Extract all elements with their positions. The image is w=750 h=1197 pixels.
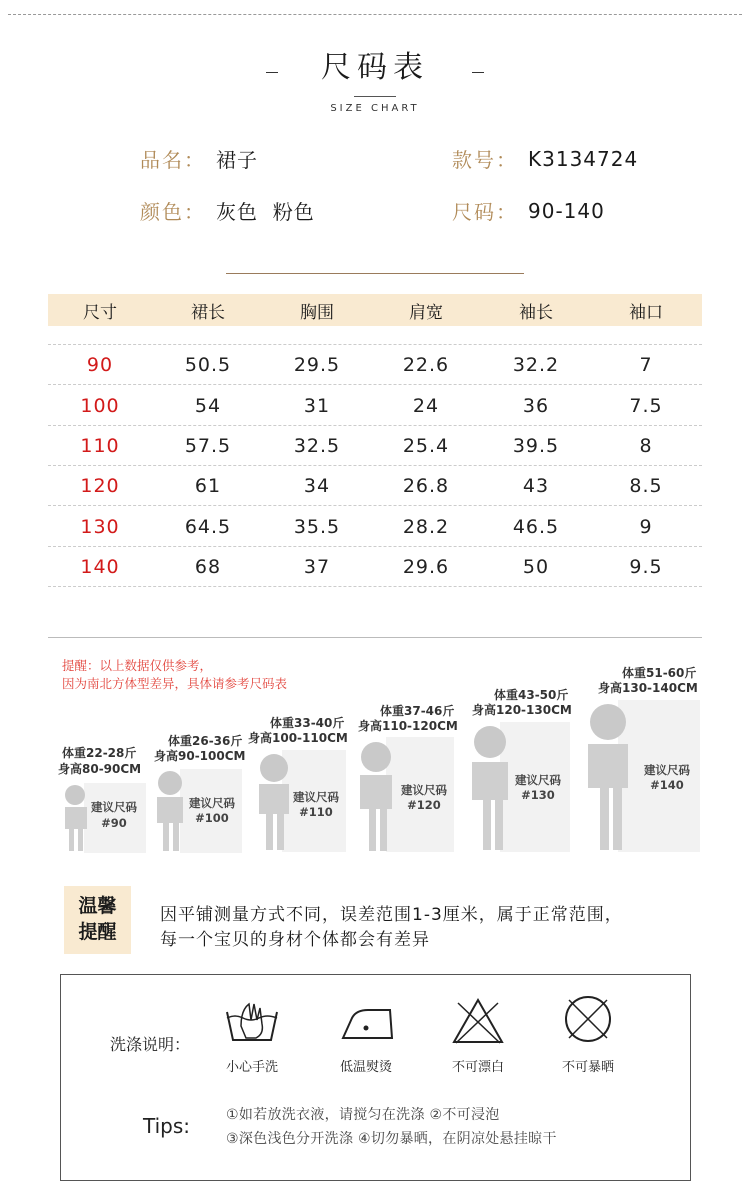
notice-line-1: 提醒：以上数据仅供参考， xyxy=(62,658,213,673)
cell-length: 68 xyxy=(194,555,222,578)
cell-size: 140 xyxy=(80,555,120,578)
cell-length: 54 xyxy=(194,394,222,417)
cell-length: 50.5 xyxy=(184,353,232,376)
table-row xyxy=(48,426,702,466)
kid-height: 身高120-130CM xyxy=(472,703,572,717)
kid-advice: 建议尺码 xyxy=(401,783,447,797)
cell-size: 120 xyxy=(80,474,120,497)
kid-height: 身高80-90CM xyxy=(58,762,142,776)
table-row xyxy=(48,386,702,426)
kid-size: #90 xyxy=(101,816,127,830)
cell-sleeve: 50 xyxy=(522,555,550,578)
cell-shoulder: 22.6 xyxy=(402,353,450,376)
low-iron-icon xyxy=(340,1006,396,1042)
table-row xyxy=(48,466,702,506)
info-name xyxy=(140,144,258,173)
title-deco-right xyxy=(472,72,484,73)
kid-advice: 建议尺码 xyxy=(644,763,690,777)
info-style xyxy=(452,144,638,173)
cell-length: 64.5 xyxy=(184,515,232,538)
cell-cuff: 9.5 xyxy=(629,555,663,578)
cell-chest: 35.5 xyxy=(293,515,341,538)
cell-cuff: 7.5 xyxy=(629,394,663,417)
cell-size: 100 xyxy=(80,394,120,417)
header-length: 裙长 xyxy=(191,302,225,323)
tips-label: Tips: xyxy=(143,1114,191,1138)
cell-length: 57.5 xyxy=(184,434,232,457)
cell-chest: 37 xyxy=(303,555,331,578)
reminder-text-line-2: 每一个宝贝的身材个体都会有差异 xyxy=(160,930,430,950)
kid-weight: 体重22-28斤 xyxy=(62,746,137,760)
info-size-label: 尺码： xyxy=(452,200,518,224)
title-block xyxy=(0,42,750,114)
cell-chest: 29.5 xyxy=(293,353,341,376)
table-row xyxy=(48,547,702,587)
page-title: 尺码表 xyxy=(321,50,429,85)
kid-advice: 建议尺码 xyxy=(293,790,339,804)
header-size: 尺寸 xyxy=(83,302,117,323)
info-color-label: 颜色： xyxy=(140,200,206,224)
top-dashed-divider xyxy=(8,14,742,15)
hand-wash-icon xyxy=(223,1000,281,1044)
cell-shoulder: 29.6 xyxy=(402,555,450,578)
low-iron-label: 低温熨烫 xyxy=(339,1060,392,1075)
reminder-badge xyxy=(64,886,131,954)
header-shoulder: 肩宽 xyxy=(409,302,443,323)
kid-advice: 建议尺码 xyxy=(189,796,235,810)
kid-size: #110 xyxy=(299,805,333,819)
info-name-value: 裙子 xyxy=(216,148,258,172)
kid-weight: 体重33-40斤 xyxy=(270,716,345,730)
info-size-value: 90-140 xyxy=(528,198,605,223)
cell-shoulder: 28.2 xyxy=(402,515,450,538)
cell-sleeve: 32.2 xyxy=(512,353,560,376)
kid-height: 身高90-100CM xyxy=(154,749,246,763)
info-style-label: 款号： xyxy=(452,148,518,172)
cell-size: 110 xyxy=(80,434,120,457)
no-bleach-label: 不可漂白 xyxy=(451,1060,504,1075)
title-underline xyxy=(354,96,396,97)
hand-wash-label: 小心手洗 xyxy=(225,1060,278,1075)
cell-length: 61 xyxy=(194,474,222,497)
info-color-value: 灰色 粉色 xyxy=(216,200,315,224)
reminder-badge-line-2: 提醒 xyxy=(78,921,117,943)
cell-sleeve: 46.5 xyxy=(512,515,560,538)
tips-line-1: ①如若放洗衣液，请搅匀在洗涤 ②不可浸泡 xyxy=(226,1107,500,1123)
tips-line-2: ③深色浅色分开洗涤 ④切勿暴晒，在阴凉处悬挂晾干 xyxy=(226,1131,557,1147)
reminder-badge-line-1: 温馨 xyxy=(78,895,117,917)
no-sun-label: 不可暴晒 xyxy=(561,1060,614,1075)
cell-cuff: 8 xyxy=(639,434,653,457)
cell-cuff: 7 xyxy=(639,353,653,376)
info-color xyxy=(140,196,315,225)
kid-weight: 体重37-46斤 xyxy=(380,704,455,718)
kid-height: 身高130-140CM xyxy=(598,681,698,695)
title-deco-left xyxy=(266,72,278,73)
cell-shoulder: 24 xyxy=(412,394,440,417)
kid-size: #100 xyxy=(195,811,229,825)
page-subtitle: SIZE CHART xyxy=(330,103,420,114)
table-row xyxy=(48,345,702,385)
wash-title: 洗涤说明： xyxy=(110,1035,191,1054)
info-name-label: 品名： xyxy=(140,148,206,172)
cell-chest: 34 xyxy=(303,474,331,497)
cell-shoulder: 26.8 xyxy=(402,474,450,497)
cell-shoulder: 25.4 xyxy=(402,434,450,457)
notice-line-2: 因为南北方体型差异，具体请参考尺码表 xyxy=(62,676,288,691)
kid-advice: 建议尺码 xyxy=(91,800,137,814)
section-rule xyxy=(226,273,524,274)
cell-sleeve: 43 xyxy=(522,474,550,497)
section-divider xyxy=(48,637,702,638)
kid-weight: 体重43-50斤 xyxy=(494,688,569,702)
header-cuff: 袖口 xyxy=(629,302,663,323)
cell-size: 90 xyxy=(86,353,114,376)
kid-weight: 体重51-60斤 xyxy=(622,666,697,680)
cell-cuff: 8.5 xyxy=(629,474,663,497)
info-size xyxy=(452,196,605,225)
kid-size: #130 xyxy=(521,788,555,802)
header-sleeve: 袖长 xyxy=(519,302,553,323)
header-chest: 胸围 xyxy=(300,302,334,323)
cell-size: 130 xyxy=(80,515,120,538)
cell-sleeve: 36 xyxy=(522,394,550,417)
kid-height: 身高100-110CM xyxy=(248,731,348,745)
no-bleach-icon xyxy=(452,997,504,1045)
kid-size: #140 xyxy=(650,778,684,792)
kid-advice: 建议尺码 xyxy=(515,773,561,787)
cell-chest: 32.5 xyxy=(293,434,341,457)
size-table-header xyxy=(48,294,702,326)
no-sun-icon xyxy=(563,994,613,1044)
cell-chest: 31 xyxy=(303,394,331,417)
kid-weight: 体重26-36斤 xyxy=(168,734,243,748)
info-style-value: K3134724 xyxy=(528,146,639,171)
cell-sleeve: 39.5 xyxy=(512,434,560,457)
cell-cuff: 9 xyxy=(639,515,653,538)
table-row xyxy=(48,507,702,547)
kid-height: 身高110-120CM xyxy=(358,719,458,733)
kid-size: #120 xyxy=(407,798,441,812)
reminder-text-line-1: 因平铺测量方式不同，误差范围1-3厘米，属于正常范围， xyxy=(160,905,623,925)
